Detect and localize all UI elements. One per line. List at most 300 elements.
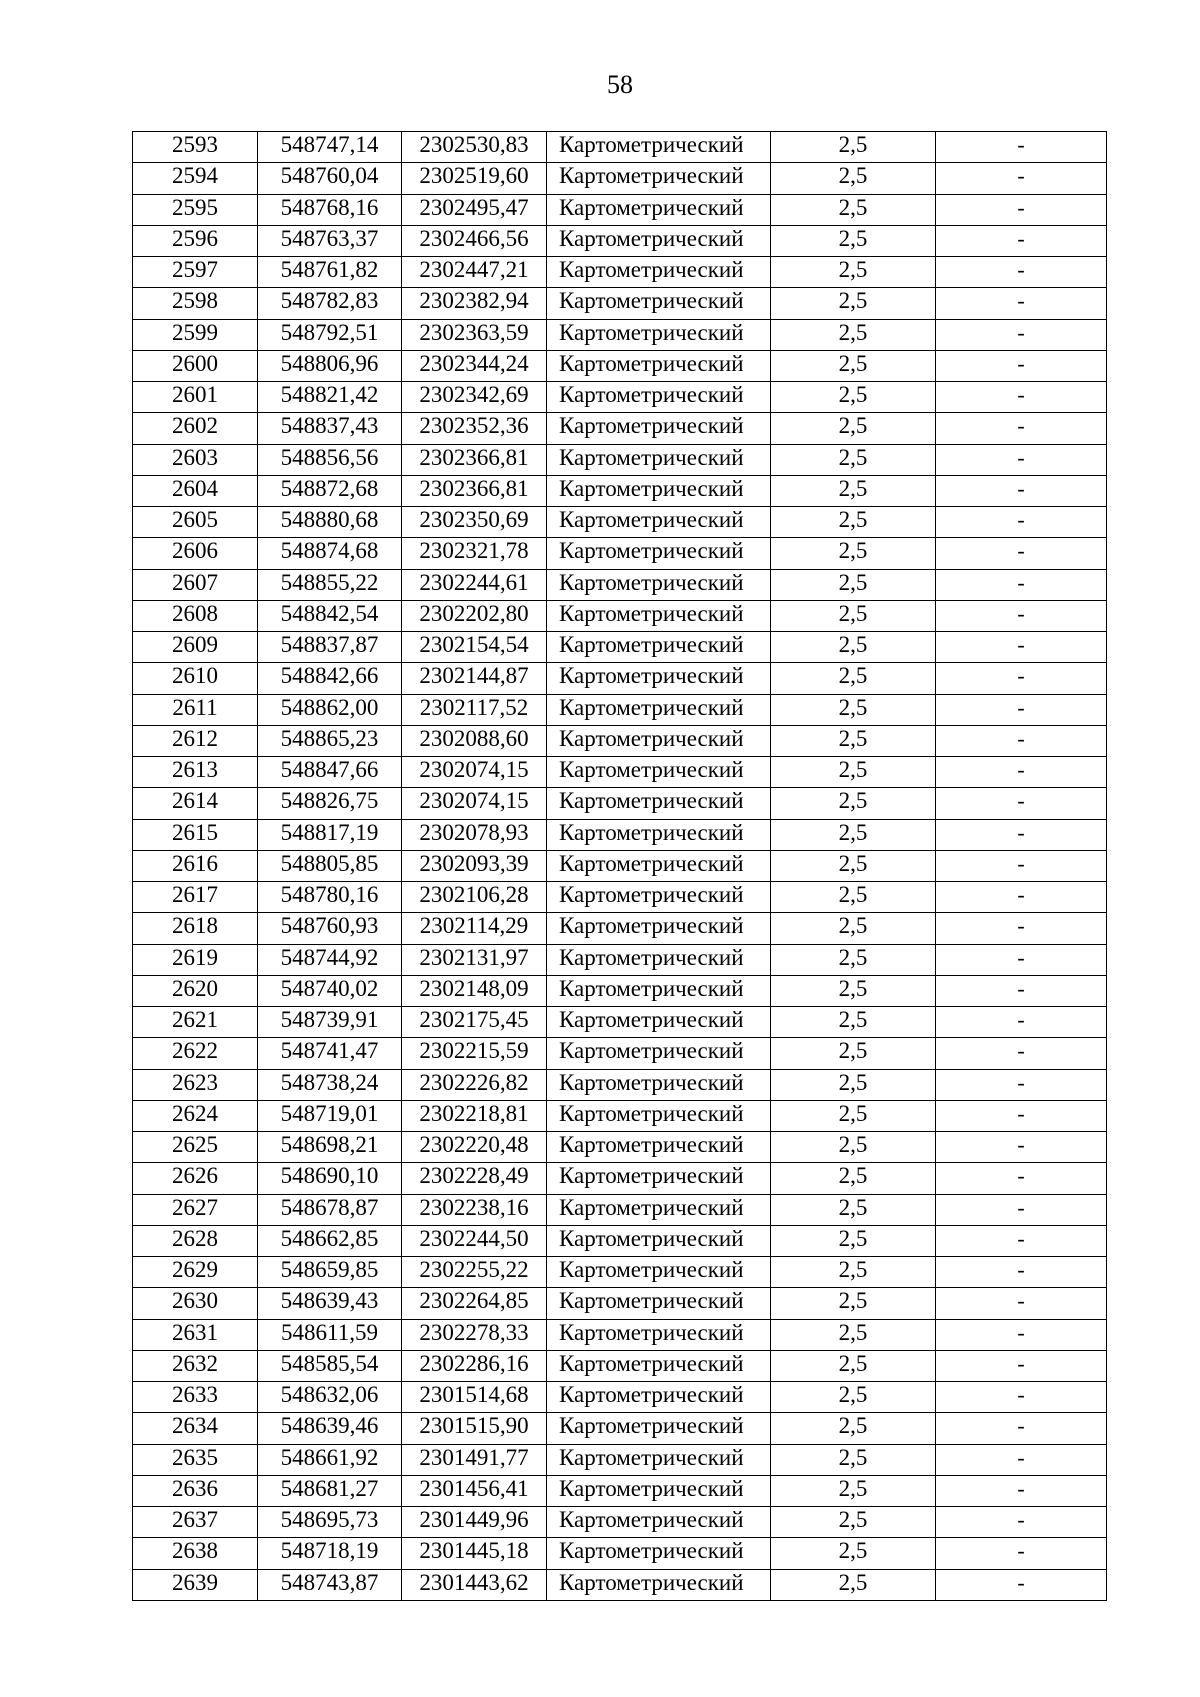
note-cell: - [936, 975, 1107, 1006]
x-coordinate-cell: 548681,27 [258, 1475, 402, 1506]
note-cell: - [936, 1413, 1107, 1444]
accuracy-cell: 2,5 [771, 413, 936, 444]
note-cell: - [936, 694, 1107, 725]
note-cell: - [936, 1132, 1107, 1163]
method-cell: Картометрический [547, 1100, 771, 1131]
point-number-cell: 2609 [133, 632, 258, 663]
table-row [133, 1225, 1107, 1256]
method-cell: Картометрический [547, 757, 771, 788]
method-cell: Картометрический [547, 382, 771, 413]
method-cell: Картометрический [547, 944, 771, 975]
point-number-cell: 2629 [133, 1257, 258, 1288]
table-row [133, 1257, 1107, 1288]
accuracy-cell: 2,5 [771, 1319, 936, 1350]
table-row [133, 1538, 1107, 1569]
method-cell: Картометрический [547, 1288, 771, 1319]
y-coordinate-cell: 2302144,87 [402, 663, 547, 694]
method-cell: Картометрический [547, 1475, 771, 1506]
x-coordinate-cell: 548738,24 [258, 1069, 402, 1100]
note-cell: - [936, 1194, 1107, 1225]
accuracy-cell: 2,5 [771, 1413, 936, 1444]
point-number-cell: 2611 [133, 694, 258, 725]
note-cell: - [936, 225, 1107, 256]
x-coordinate-cell: 548817,19 [258, 819, 402, 850]
note-cell: - [936, 1507, 1107, 1538]
note-cell: - [936, 444, 1107, 475]
x-coordinate-cell: 548856,56 [258, 444, 402, 475]
note-cell: - [936, 1257, 1107, 1288]
y-coordinate-cell: 2302264,85 [402, 1288, 547, 1319]
accuracy-cell: 2,5 [771, 1444, 936, 1475]
note-cell: - [936, 1538, 1107, 1569]
table-row [133, 1038, 1107, 1069]
accuracy-cell: 2,5 [771, 632, 936, 663]
table-row [133, 882, 1107, 913]
x-coordinate-cell: 548847,66 [258, 757, 402, 788]
point-number-cell: 2638 [133, 1538, 258, 1569]
y-coordinate-cell: 2302131,97 [402, 944, 547, 975]
point-number-cell: 2633 [133, 1382, 258, 1413]
accuracy-cell: 2,5 [771, 132, 936, 163]
method-cell: Картометрический [547, 694, 771, 725]
note-cell: - [936, 382, 1107, 413]
method-cell: Картометрический [547, 257, 771, 288]
accuracy-cell: 2,5 [771, 1507, 936, 1538]
y-coordinate-cell: 2302363,59 [402, 319, 547, 350]
point-number-cell: 2604 [133, 475, 258, 506]
y-coordinate-cell: 2301449,96 [402, 1507, 547, 1538]
y-coordinate-cell: 2302350,69 [402, 507, 547, 538]
note-cell: - [936, 194, 1107, 225]
y-coordinate-cell: 2302321,78 [402, 538, 547, 569]
accuracy-cell: 2,5 [771, 194, 936, 225]
method-cell: Картометрический [547, 194, 771, 225]
accuracy-cell: 2,5 [771, 944, 936, 975]
method-cell: Картометрический [547, 1382, 771, 1413]
accuracy-cell: 2,5 [771, 1382, 936, 1413]
point-number-cell: 2619 [133, 944, 258, 975]
x-coordinate-cell: 548782,83 [258, 288, 402, 319]
note-cell: - [936, 350, 1107, 381]
point-number-cell: 2624 [133, 1100, 258, 1131]
table-row [133, 1288, 1107, 1319]
table-row [133, 538, 1107, 569]
x-coordinate-cell: 548837,87 [258, 632, 402, 663]
y-coordinate-cell: 2302114,29 [402, 913, 547, 944]
note-cell: - [936, 413, 1107, 444]
table-row [133, 475, 1107, 506]
x-coordinate-cell: 548865,23 [258, 725, 402, 756]
x-coordinate-cell: 548842,54 [258, 600, 402, 631]
y-coordinate-cell: 2302238,16 [402, 1194, 547, 1225]
method-cell: Картометрический [547, 1038, 771, 1069]
y-coordinate-cell: 2302074,15 [402, 757, 547, 788]
table-row [133, 819, 1107, 850]
x-coordinate-cell: 548760,04 [258, 163, 402, 194]
method-cell: Картометрический [547, 882, 771, 913]
y-coordinate-cell: 2302366,81 [402, 444, 547, 475]
y-coordinate-cell: 2302382,94 [402, 288, 547, 319]
note-cell: - [936, 1444, 1107, 1475]
point-number-cell: 2620 [133, 975, 258, 1006]
table-row [133, 1444, 1107, 1475]
accuracy-cell: 2,5 [771, 757, 936, 788]
accuracy-cell: 2,5 [771, 319, 936, 350]
note-cell: - [936, 944, 1107, 975]
table-row [133, 725, 1107, 756]
table-row [133, 1319, 1107, 1350]
point-number-cell: 2622 [133, 1038, 258, 1069]
x-coordinate-cell: 548855,22 [258, 569, 402, 600]
note-cell: - [936, 1319, 1107, 1350]
x-coordinate-cell: 548806,96 [258, 350, 402, 381]
method-cell: Картометрический [547, 1413, 771, 1444]
y-coordinate-cell: 2302366,81 [402, 475, 547, 506]
table-row [133, 1163, 1107, 1194]
point-number-cell: 2593 [133, 132, 258, 163]
method-cell: Картометрический [547, 413, 771, 444]
table-row [133, 1475, 1107, 1506]
y-coordinate-cell: 2301445,18 [402, 1538, 547, 1569]
x-coordinate-cell: 548611,59 [258, 1319, 402, 1350]
accuracy-cell: 2,5 [771, 538, 936, 569]
accuracy-cell: 2,5 [771, 444, 936, 475]
accuracy-cell: 2,5 [771, 1257, 936, 1288]
x-coordinate-cell: 548718,19 [258, 1538, 402, 1569]
y-coordinate-cell: 2301456,41 [402, 1475, 547, 1506]
y-coordinate-cell: 2302495,47 [402, 194, 547, 225]
note-cell: - [936, 319, 1107, 350]
y-coordinate-cell: 2302226,82 [402, 1069, 547, 1100]
table-row [133, 1132, 1107, 1163]
table-row [133, 1413, 1107, 1444]
method-cell: Картометрический [547, 507, 771, 538]
coordinates-table [132, 131, 1107, 1601]
x-coordinate-cell: 548880,68 [258, 507, 402, 538]
accuracy-cell: 2,5 [771, 882, 936, 913]
x-coordinate-cell: 548739,91 [258, 1007, 402, 1038]
note-cell: - [936, 257, 1107, 288]
y-coordinate-cell: 2302466,56 [402, 225, 547, 256]
method-cell: Картометрический [547, 538, 771, 569]
x-coordinate-cell: 548747,14 [258, 132, 402, 163]
table-row [133, 1100, 1107, 1131]
method-cell: Картометрический [547, 975, 771, 1006]
method-cell: Картометрический [547, 444, 771, 475]
method-cell: Картометрический [547, 569, 771, 600]
note-cell: - [936, 882, 1107, 913]
accuracy-cell: 2,5 [771, 694, 936, 725]
accuracy-cell: 2,5 [771, 788, 936, 819]
y-coordinate-cell: 2302148,09 [402, 975, 547, 1006]
y-coordinate-cell: 2302255,22 [402, 1257, 547, 1288]
point-number-cell: 2596 [133, 225, 258, 256]
point-number-cell: 2618 [133, 913, 258, 944]
method-cell: Картометрический [547, 600, 771, 631]
x-coordinate-cell: 548792,51 [258, 319, 402, 350]
point-number-cell: 2631 [133, 1319, 258, 1350]
point-number-cell: 2610 [133, 663, 258, 694]
accuracy-cell: 2,5 [771, 1038, 936, 1069]
y-coordinate-cell: 2302117,52 [402, 694, 547, 725]
table-row [133, 225, 1107, 256]
y-coordinate-cell: 2302202,80 [402, 600, 547, 631]
x-coordinate-cell: 548862,00 [258, 694, 402, 725]
method-cell: Картометрический [547, 1538, 771, 1569]
accuracy-cell: 2,5 [771, 819, 936, 850]
table-row [133, 850, 1107, 881]
y-coordinate-cell: 2301491,77 [402, 1444, 547, 1475]
y-coordinate-cell: 2302278,33 [402, 1319, 547, 1350]
y-coordinate-cell: 2302074,15 [402, 788, 547, 819]
table-row [133, 632, 1107, 663]
y-coordinate-cell: 2301515,90 [402, 1413, 547, 1444]
point-number-cell: 2602 [133, 413, 258, 444]
x-coordinate-cell: 548872,68 [258, 475, 402, 506]
note-cell: - [936, 1288, 1107, 1319]
method-cell: Картометрический [547, 1319, 771, 1350]
point-number-cell: 2628 [133, 1225, 258, 1256]
note-cell: - [936, 507, 1107, 538]
x-coordinate-cell: 548768,16 [258, 194, 402, 225]
accuracy-cell: 2,5 [771, 1538, 936, 1569]
accuracy-cell: 2,5 [771, 1194, 936, 1225]
point-number-cell: 2603 [133, 444, 258, 475]
point-number-cell: 2601 [133, 382, 258, 413]
point-number-cell: 2639 [133, 1569, 258, 1600]
accuracy-cell: 2,5 [771, 725, 936, 756]
y-coordinate-cell: 2302530,83 [402, 132, 547, 163]
note-cell: - [936, 819, 1107, 850]
note-cell: - [936, 1007, 1107, 1038]
x-coordinate-cell: 548690,10 [258, 1163, 402, 1194]
note-cell: - [936, 1350, 1107, 1381]
x-coordinate-cell: 548842,66 [258, 663, 402, 694]
point-number-cell: 2615 [133, 819, 258, 850]
table-row [133, 319, 1107, 350]
method-cell: Картометрический [547, 632, 771, 663]
accuracy-cell: 2,5 [771, 1569, 936, 1600]
accuracy-cell: 2,5 [771, 163, 936, 194]
x-coordinate-cell: 548763,37 [258, 225, 402, 256]
x-coordinate-cell: 548661,92 [258, 1444, 402, 1475]
accuracy-cell: 2,5 [771, 350, 936, 381]
method-cell: Картометрический [547, 1507, 771, 1538]
note-cell: - [936, 913, 1107, 944]
note-cell: - [936, 850, 1107, 881]
table-row [133, 757, 1107, 788]
accuracy-cell: 2,5 [771, 975, 936, 1006]
point-number-cell: 2597 [133, 257, 258, 288]
y-coordinate-cell: 2302220,48 [402, 1132, 547, 1163]
note-cell: - [936, 757, 1107, 788]
accuracy-cell: 2,5 [771, 850, 936, 881]
point-number-cell: 2635 [133, 1444, 258, 1475]
note-cell: - [936, 1069, 1107, 1100]
accuracy-cell: 2,5 [771, 1132, 936, 1163]
method-cell: Картометрический [547, 913, 771, 944]
point-number-cell: 2627 [133, 1194, 258, 1225]
point-number-cell: 2613 [133, 757, 258, 788]
method-cell: Картометрический [547, 725, 771, 756]
table-row [133, 1569, 1107, 1600]
table-row [133, 1069, 1107, 1100]
method-cell: Картометрический [547, 132, 771, 163]
accuracy-cell: 2,5 [771, 663, 936, 694]
table-row [133, 913, 1107, 944]
point-number-cell: 2606 [133, 538, 258, 569]
table-row [133, 194, 1107, 225]
y-coordinate-cell: 2302106,28 [402, 882, 547, 913]
accuracy-cell: 2,5 [771, 1225, 936, 1256]
note-cell: - [936, 132, 1107, 163]
y-coordinate-cell: 2302088,60 [402, 725, 547, 756]
method-cell: Картометрический [547, 1444, 771, 1475]
point-number-cell: 2623 [133, 1069, 258, 1100]
note-cell: - [936, 1100, 1107, 1131]
point-number-cell: 2630 [133, 1288, 258, 1319]
x-coordinate-cell: 548837,43 [258, 413, 402, 444]
accuracy-cell: 2,5 [771, 569, 936, 600]
y-coordinate-cell: 2302342,69 [402, 382, 547, 413]
x-coordinate-cell: 548719,01 [258, 1100, 402, 1131]
note-cell: - [936, 1382, 1107, 1413]
y-coordinate-cell: 2301443,62 [402, 1569, 547, 1600]
method-cell: Картометрический [547, 1225, 771, 1256]
table-row [133, 288, 1107, 319]
y-coordinate-cell: 2302286,16 [402, 1350, 547, 1381]
table-row [133, 257, 1107, 288]
note-cell: - [936, 475, 1107, 506]
table-row [133, 1350, 1107, 1381]
y-coordinate-cell: 2302244,50 [402, 1225, 547, 1256]
note-cell: - [936, 663, 1107, 694]
method-cell: Картометрический [547, 850, 771, 881]
x-coordinate-cell: 548662,85 [258, 1225, 402, 1256]
y-coordinate-cell: 2302154,54 [402, 632, 547, 663]
table-row [133, 694, 1107, 725]
table-row [133, 444, 1107, 475]
method-cell: Картометрический [547, 819, 771, 850]
point-number-cell: 2607 [133, 569, 258, 600]
y-coordinate-cell: 2302175,45 [402, 1007, 547, 1038]
y-coordinate-cell: 2302447,21 [402, 257, 547, 288]
y-coordinate-cell: 2301514,68 [402, 1382, 547, 1413]
accuracy-cell: 2,5 [771, 1288, 936, 1319]
y-coordinate-cell: 2302244,61 [402, 569, 547, 600]
table-row [133, 1194, 1107, 1225]
point-number-cell: 2634 [133, 1413, 258, 1444]
x-coordinate-cell: 548741,47 [258, 1038, 402, 1069]
method-cell: Картометрический [547, 288, 771, 319]
x-coordinate-cell: 548826,75 [258, 788, 402, 819]
accuracy-cell: 2,5 [771, 913, 936, 944]
x-coordinate-cell: 548744,92 [258, 944, 402, 975]
x-coordinate-cell: 548632,06 [258, 1382, 402, 1413]
point-number-cell: 2614 [133, 788, 258, 819]
table-row [133, 663, 1107, 694]
x-coordinate-cell: 548874,68 [258, 538, 402, 569]
point-number-cell: 2636 [133, 1475, 258, 1506]
accuracy-cell: 2,5 [771, 1350, 936, 1381]
accuracy-cell: 2,5 [771, 600, 936, 631]
table-row [133, 788, 1107, 819]
x-coordinate-cell: 548761,82 [258, 257, 402, 288]
x-coordinate-cell: 548780,16 [258, 882, 402, 913]
accuracy-cell: 2,5 [771, 507, 936, 538]
table-row [133, 132, 1107, 163]
point-number-cell: 2595 [133, 194, 258, 225]
table-row [133, 569, 1107, 600]
table-row [133, 600, 1107, 631]
point-number-cell: 2599 [133, 319, 258, 350]
x-coordinate-cell: 548639,46 [258, 1413, 402, 1444]
note-cell: - [936, 725, 1107, 756]
note-cell: - [936, 788, 1107, 819]
table-row [133, 507, 1107, 538]
point-number-cell: 2617 [133, 882, 258, 913]
x-coordinate-cell: 548698,21 [258, 1132, 402, 1163]
coordinates-table-body [133, 132, 1107, 1601]
note-cell: - [936, 163, 1107, 194]
x-coordinate-cell: 548659,85 [258, 1257, 402, 1288]
x-coordinate-cell: 548743,87 [258, 1569, 402, 1600]
accuracy-cell: 2,5 [771, 382, 936, 413]
point-number-cell: 2625 [133, 1132, 258, 1163]
point-number-cell: 2608 [133, 600, 258, 631]
method-cell: Картометрический [547, 663, 771, 694]
method-cell: Картометрический [547, 1069, 771, 1100]
point-number-cell: 2594 [133, 163, 258, 194]
y-coordinate-cell: 2302352,36 [402, 413, 547, 444]
point-number-cell: 2598 [133, 288, 258, 319]
method-cell: Картометрический [547, 225, 771, 256]
method-cell: Картометрический [547, 1007, 771, 1038]
note-cell: - [936, 1163, 1107, 1194]
y-coordinate-cell: 2302093,39 [402, 850, 547, 881]
accuracy-cell: 2,5 [771, 1007, 936, 1038]
method-cell: Картометрический [547, 1163, 771, 1194]
accuracy-cell: 2,5 [771, 1069, 936, 1100]
method-cell: Картометрический [547, 350, 771, 381]
note-cell: - [936, 1038, 1107, 1069]
point-number-cell: 2626 [133, 1163, 258, 1194]
accuracy-cell: 2,5 [771, 1163, 936, 1194]
x-coordinate-cell: 548639,43 [258, 1288, 402, 1319]
x-coordinate-cell: 548678,87 [258, 1194, 402, 1225]
point-number-cell: 2612 [133, 725, 258, 756]
table-row [133, 1507, 1107, 1538]
note-cell: - [936, 600, 1107, 631]
method-cell: Картометрический [547, 1132, 771, 1163]
accuracy-cell: 2,5 [771, 225, 936, 256]
method-cell: Картометрический [547, 1194, 771, 1225]
table-row [133, 163, 1107, 194]
point-number-cell: 2621 [133, 1007, 258, 1038]
y-coordinate-cell: 2302519,60 [402, 163, 547, 194]
method-cell: Картометрический [547, 788, 771, 819]
note-cell: - [936, 1225, 1107, 1256]
point-number-cell: 2637 [133, 1507, 258, 1538]
y-coordinate-cell: 2302078,93 [402, 819, 547, 850]
x-coordinate-cell: 548821,42 [258, 382, 402, 413]
x-coordinate-cell: 548695,73 [258, 1507, 402, 1538]
note-cell: - [936, 1569, 1107, 1600]
table-row [133, 413, 1107, 444]
accuracy-cell: 2,5 [771, 475, 936, 506]
note-cell: - [936, 538, 1107, 569]
table-row [133, 975, 1107, 1006]
